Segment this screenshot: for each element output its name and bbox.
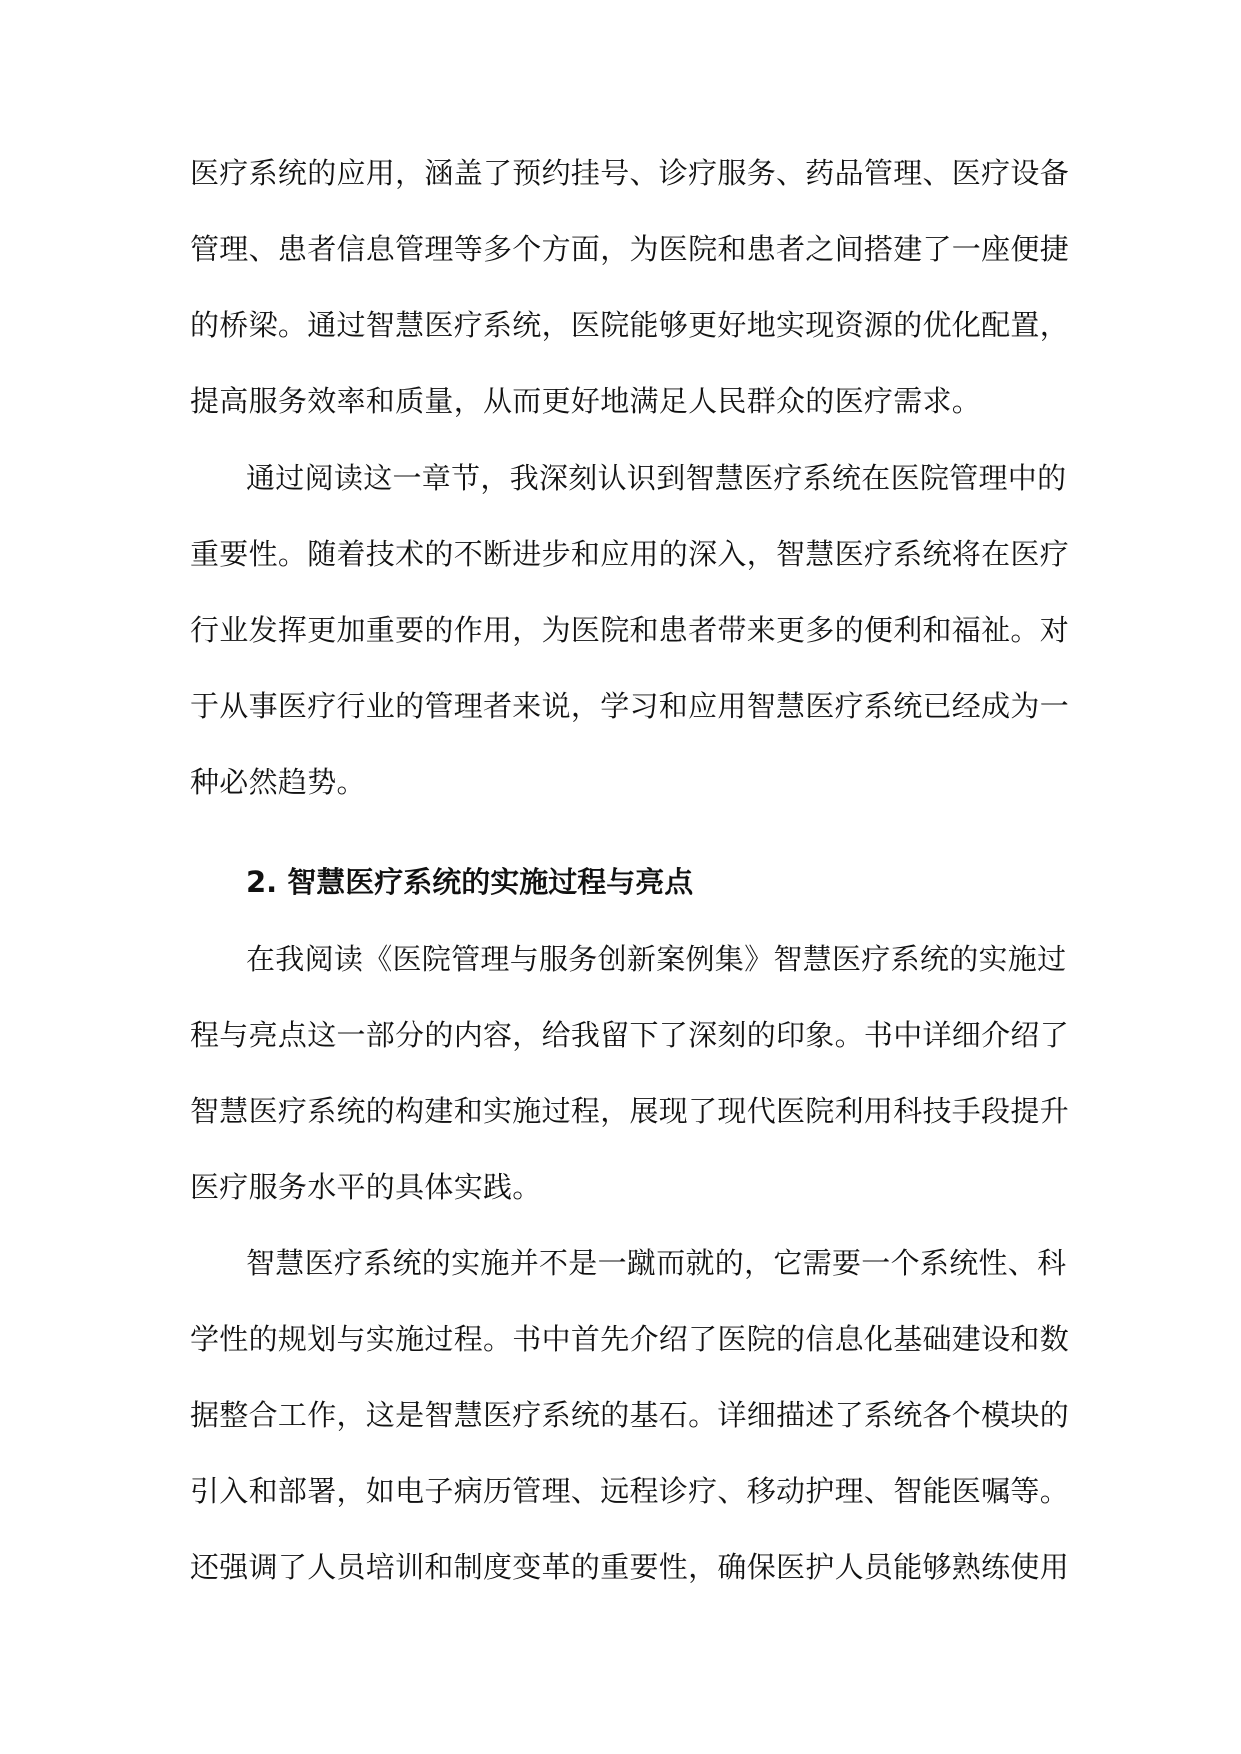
paragraph-line: 提高服务效率和质量，从而更好地满足人民群众的医疗需求。 <box>190 384 982 418</box>
paragraph-line: 的桥梁。通过智慧医疗系统，医院能够更好地实现资源的优化配置， <box>190 308 1070 342</box>
paragraph-line: 引入和部署，如电子病历管理、远程诊疗、移动护理、智能医嘱等。 <box>190 1474 1070 1508</box>
paragraph-line: 程与亮点这一部分的内容，给我留下了深刻的印象。书中详细介绍了 <box>190 1018 1070 1052</box>
paragraph-line: 学性的规划与实施过程。书中首先介绍了医院的信息化基础建设和数 <box>190 1322 1070 1356</box>
paragraph-line: 种必然趋势。 <box>190 765 366 799</box>
paragraph-line: 医疗服务水平的具体实践。 <box>190 1170 542 1204</box>
paragraph-line: 重要性。随着技术的不断进步和应用的深入，智慧医疗系统将在医疗 <box>190 537 1070 571</box>
paragraph-line: 在我阅读《医院管理与服务创新案例集》智慧医疗系统的实施过 <box>246 942 1067 976</box>
paragraph-line: 行业发挥更加重要的作用，为医院和患者带来更多的便利和福祉。对 <box>190 613 1070 647</box>
paragraph-line: 智慧医疗系统的构建和实施过程，展现了现代医院利用科技手段提升 <box>190 1094 1070 1128</box>
paragraph-line: 管理、患者信息管理等多个方面，为医院和患者之间搭建了一座便捷 <box>190 232 1070 266</box>
paragraph-line: 智慧医疗系统的实施并不是一蹴而就的，它需要一个系统性、科 <box>246 1246 1067 1280</box>
paragraph-line: 于从事医疗行业的管理者来说，学习和应用智慧医疗系统已经成为一 <box>190 689 1070 723</box>
section-heading: 2. 智慧医疗系统的实施过程与亮点 <box>246 865 694 899</box>
paragraph-line: 医疗系统的应用，涵盖了预约挂号、诊疗服务、药品管理、医疗设备 <box>190 156 1070 190</box>
paragraph-line: 通过阅读这一章节，我深刻认识到智慧医疗系统在医院管理中的 <box>246 461 1067 495</box>
paragraph-line: 据整合工作，这是智慧医疗系统的基石。详细描述了系统各个模块的 <box>190 1398 1070 1432</box>
paragraph-line: 还强调了人员培训和制度变革的重要性，确保医护人员能够熟练使用 <box>190 1550 1070 1584</box>
